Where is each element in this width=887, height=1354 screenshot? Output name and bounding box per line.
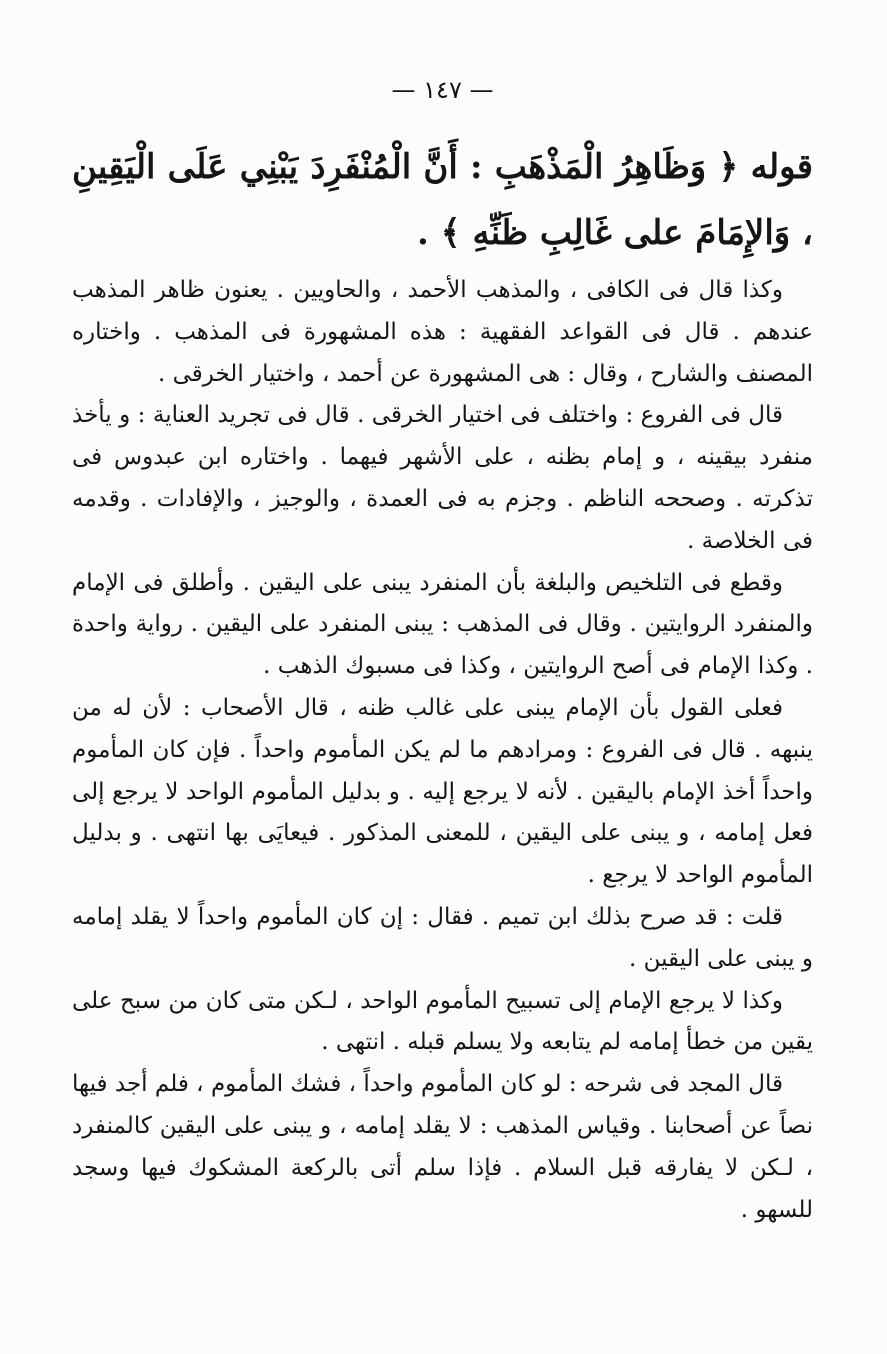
- paragraph: قال المجد فى شرحه : لو كان المأموم واحداً ، فشك المأموم ، فلم أجد فيها نصاً عن أصحابنا . وقياس المذهب : لا يقلد إمامه ، و يبنى على اليقين كالمنفرد ، لـكن لا يفارقه قبل السلام . فإذا سلم أتى بالركعة المشكوك فيها وسجد للسهو .: [72, 1071, 813, 1223]
- paragraph: قلت : قد صرح بذلك ابن تميم . فقال : إن كان المأموم واحداً لا يقلد إمامه و يبنى على اليقين .: [72, 903, 813, 972]
- paragraph: فعلى القول بأن الإمام يبنى على غالب ظنه ، قال الأصحاب : لأن له من ينبهه . قال فى الفروع : ومرادهم ما لم يكن المأموم واحداً . فإن كان المأموم واحداً أخذ الإمام باليقين . لأنه لا يرجع إليه . و بدليل المأموم الواحد لا يرجع إلى فعل إمامه ، و يبنى على اليقين ، للمعنى المذكور . فيعايَى بها انتهى . و بدليل المأموم الواحد لا يرجع .: [72, 694, 813, 889]
- paragraph: وكذا قال فى الكافى ، والمذهب الأحمد ، والحاويين . يعنون ظاهر المذهب عندهم . قال فى القواعد الفقهية : هذه المشهورة فى المذهب . واختاره المصنف والشارح ، وقال : هى المشهورة عن أحمد ، واختيار الخرقى .: [72, 277, 813, 387]
- section-heading: قوله ﴿ وَظَاهِرُ الْمَذْهَبِ : أَنَّ الْمُنْفَرِدَ يَبْنِي عَلَى الْيَقِينِ ، وَالإِمَامَ على غَالِبِ ظَنِّهِ ﴾ .: [72, 147, 813, 253]
- paragraph: قال فى الفروع : واختلف فى اختيار الخرقى . قال فى تجريد العناية : و يأخذ منفرد بيقينه ، و إمام بظنه ، على الأشهر فيهما . واختاره ابن عبدوس فى تذكرته . وصححه الناظم . وجزم به فى العمدة ، والوجيز ، والإفادات . وقدمه فى الخلاصة .: [72, 402, 813, 554]
- paragraph: وقطع فى التلخيص والبلغة بأن المنفرد يبنى على اليقين . وأطلق فى الإمام والمنفرد الروايتين . وقال فى المذهب : يبنى المنفرد على اليقين . رواية واحدة . وكذا الإمام فى أصح الروايتين ، وكذا فى مسبوك الذهب .: [72, 569, 813, 680]
- paragraph: وكذا لا يرجع الإمام إلى تسبيح المأموم الواحد ، لـكن متى كان من سبح على يقين من خطأ إمامه لم يتابعه ولا يسلم قبله . انتهى .: [72, 987, 813, 1056]
- page-content: [72, 134, 813, 1231]
- page-number: — ١٤٧ —: [391, 76, 494, 104]
